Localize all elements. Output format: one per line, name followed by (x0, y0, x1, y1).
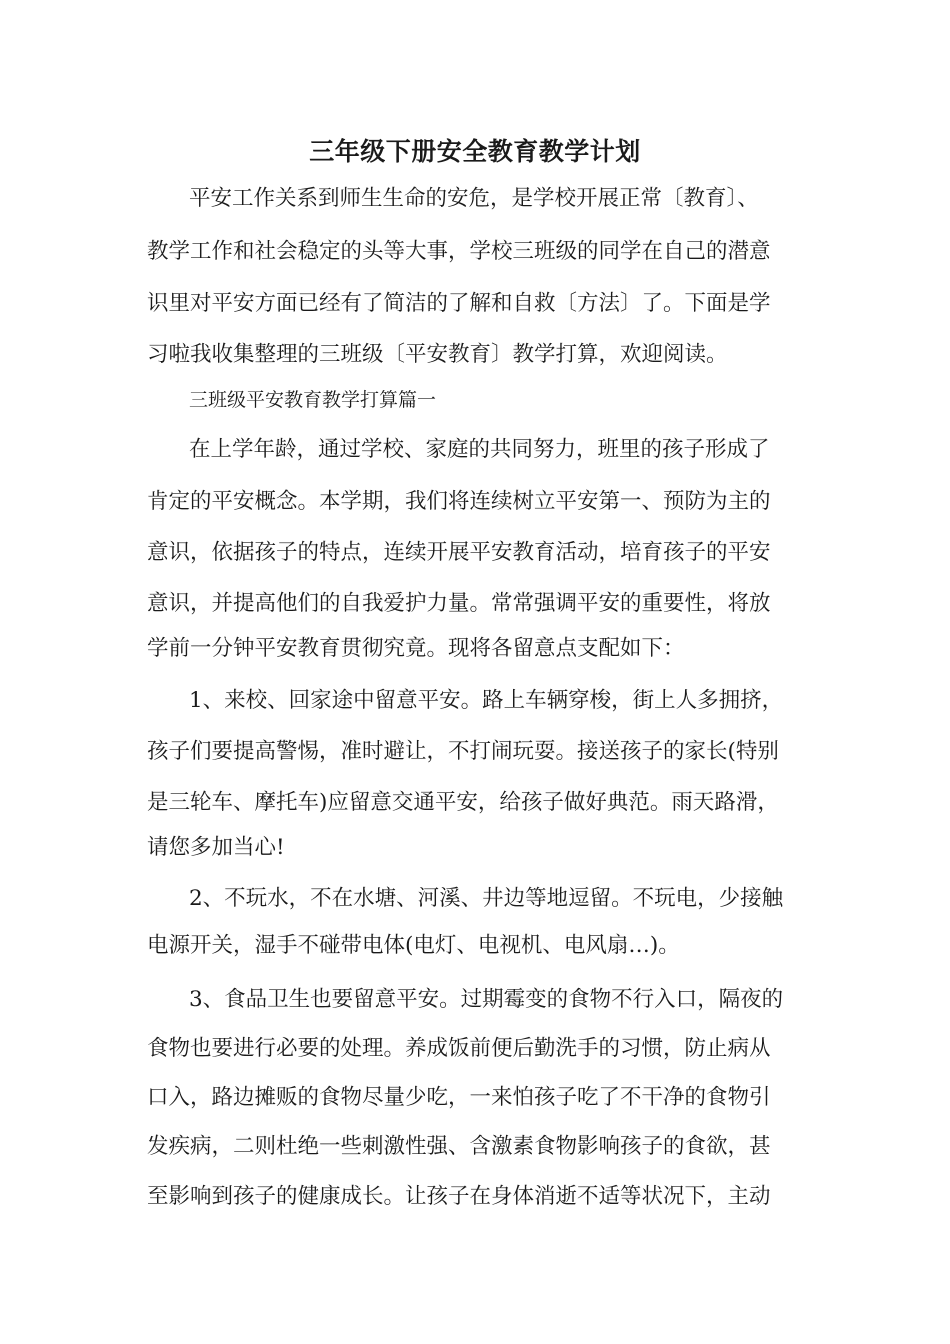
paragraph-line: 平安工作关系到师生生命的安危，是学校开展正常〔教育〕、 (189, 186, 759, 211)
section-heading: 三班级平安教育教学打算篇一 (189, 389, 437, 411)
paragraph-line: 在上学年龄，通过学校、家庭的共同努力，班里的孩子形成了 (189, 437, 770, 462)
paragraph-line: 2、不玩水，不在水塘、河溪、井边等地逗留。不玩电，少接触 (189, 886, 784, 911)
paragraph-line: 学前一分钟平安教育贯彻究竟。现将各留意点支配如下： (147, 636, 685, 661)
paragraph-line: 孩子们要提高警惕，准时避让，不打闹玩耍。接送孩子的家长(特别 (147, 739, 779, 764)
paragraph-line: 至影响到孩子的健康成长。让孩子在身体消逝不适等状况下，主动 (147, 1184, 771, 1209)
paragraph-line: 请您多加当心! (147, 835, 285, 860)
paragraph-line: 意识，并提高他们的自我爱护力量。常常强调平安的重要性，将放 (147, 591, 771, 616)
paragraph-line: 识里对平安方面已经有了简洁的了解和自救〔方法〕了。下面是学 (147, 291, 771, 316)
paragraph-line: 是三轮车、摩托车)应留意交通平安，给孩子做好典范。雨天路滑， (147, 790, 779, 815)
paragraph-line: 食物也要进行必要的处理。养成饭前便后勤洗手的习惯，防止病从 (147, 1036, 771, 1061)
paragraph-line: 教学工作和社会稳定的头等大事，学校三班级的同学在自己的潜意 (147, 239, 771, 264)
paragraph-line: 电源开关，湿手不碰带电体(电灯、电视机、电风扇…)。 (147, 933, 680, 958)
paragraph-line: 口入，路边摊贩的食物尽量少吃，一来怕孩子吃了不干净的食物引 (147, 1085, 771, 1110)
paragraph-line: 习啦我收集整理的三班级〔平安教育〕教学打算，欢迎阅读。 (147, 342, 728, 367)
paragraph-line: 1、来校、回家途中留意平安。路上车辆穿梭，街上人多拥挤， (189, 688, 784, 713)
paragraph-line: 3、食品卫生也要留意平安。过期霉变的食物不行入口，隔夜的 (189, 987, 784, 1012)
document-title: 三年级下册安全教育教学计划 (309, 137, 641, 166)
paragraph-line: 肯定的平安概念。本学期，我们将连续树立平安第一、预防为主的 (147, 489, 771, 514)
paragraph-line: 意识，依据孩子的特点，连续开展平安教育活动，培育孩子的平安 (147, 540, 771, 565)
paragraph-line: 发疾病，二则杜绝一些刺激性强、含激素食物影响孩子的食欲，甚 (147, 1134, 771, 1159)
